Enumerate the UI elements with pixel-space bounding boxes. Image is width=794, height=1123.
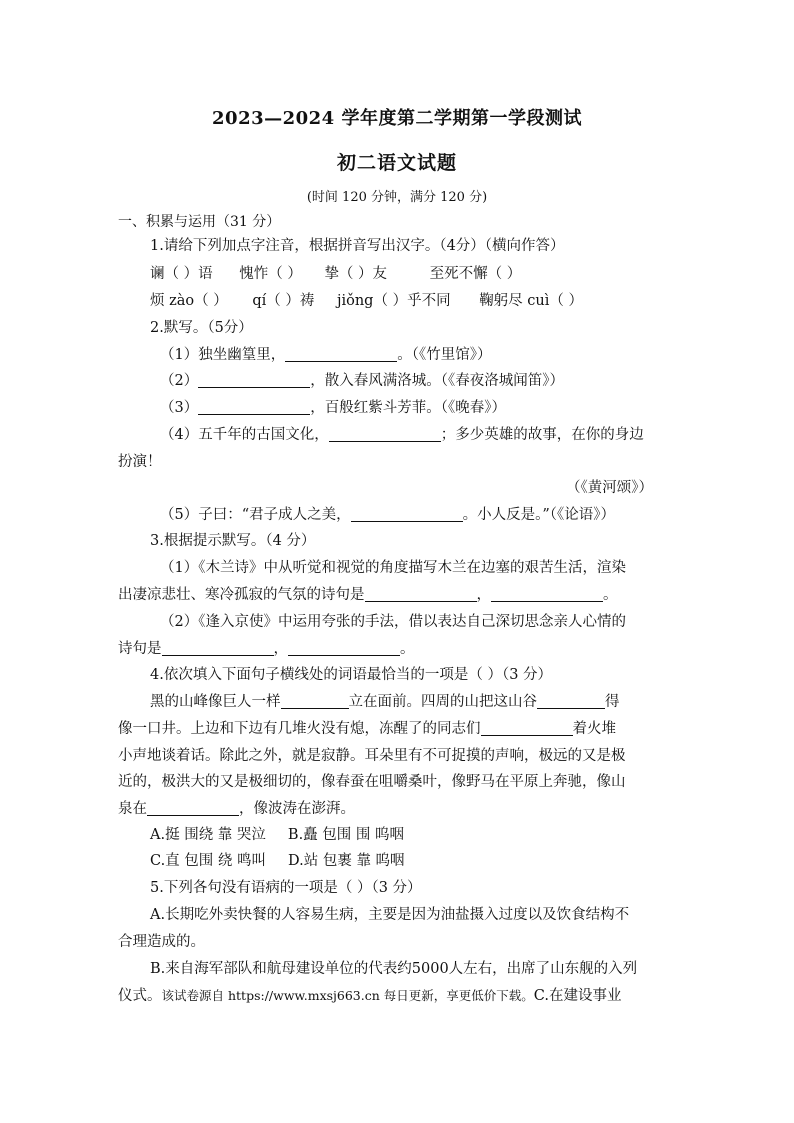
answer-blank[interactable] — [537, 693, 605, 709]
answer-blank[interactable] — [198, 399, 310, 415]
q1-item-6: qí（ ）祷 — [252, 293, 315, 309]
q2-line5-source: 。小人反是。”（《论语》） — [462, 507, 616, 523]
q4-stem: 4.依次填入下面句子横线处的词语最恰当的一项是（ ）（3 分） — [150, 667, 553, 683]
answer-blank[interactable] — [329, 426, 441, 442]
q4-text: 着火堆 — [572, 721, 616, 737]
q3-comma: ， — [273, 641, 288, 657]
q2-line4-source: （《黄河颂》） — [566, 480, 653, 496]
answer-blank[interactable] — [481, 720, 573, 736]
q4-para-line1 — [150, 692, 620, 712]
q5-option-a-line2: 合理造成的。 — [118, 934, 205, 950]
q4-para-line5 — [118, 799, 355, 819]
q4-para-line2 — [118, 719, 616, 739]
q2-line1 — [160, 345, 491, 365]
q2-line4-text: （4）五千年的古国文化， — [160, 427, 329, 443]
source-watermark: 该试卷源自 https://www.mxsj663.cn 每日更新，享更低价下载。 — [161, 988, 534, 1003]
q2-line3-text: ，百般红紫斗芳菲。（《晚春》） — [310, 400, 506, 416]
answer-blank[interactable] — [281, 693, 349, 709]
q1-item-8: 鞠躬尽 cuì（ ） — [479, 293, 584, 309]
q3-stem: 3.根据提示默写。（4 分） — [150, 533, 316, 549]
answer-blank[interactable] — [351, 506, 463, 522]
q2-line2-text: ，散入春风满洛城。（《春夜洛城闻笛》） — [310, 373, 564, 389]
q4-option-c[interactable]: C.直 包围 绕 鸣叫 — [150, 853, 267, 869]
q5-stem: 5.下列各句没有语病的一项是（ ）（3 分） — [150, 880, 422, 896]
q2-line4-cont: ；多少英雄的故事，在你的身边 — [440, 427, 644, 443]
q5-text: 仪式。 — [118, 988, 162, 1004]
answer-blank[interactable] — [162, 640, 274, 656]
q4-text: 黑的山峰像巨人一样 — [150, 694, 281, 710]
q3-comma: ， — [476, 587, 491, 603]
q3-line3: （2）《逢入京使》中运用夸张的手法，借以表达自己深切思念亲人心情的 — [160, 614, 626, 630]
q4-para-line4: 近的，极洪大的又是极细切的，像春蚕在咀嚼桑叶，像野马在平原上奔驰，像山 — [118, 774, 626, 790]
exam-info: (时间 120 分钟，满分 120 分) — [306, 190, 488, 205]
q1-item-4: 至死不懈（ ） — [429, 266, 522, 282]
q4-text: 像一口井。上边和下边有几堆火没有熄，冻醒了的同志们 — [118, 721, 481, 737]
q1-stem: 1.请给下列加点字注音，根据拼音写出汉字。（4分）（横向作答） — [150, 238, 565, 254]
q5-option-a-line1: A.长期吃外卖快餐的人容易生病，主要是因为油盐摄入过度以及饮食结构不 — [150, 907, 630, 923]
q2-line5 — [160, 505, 615, 525]
q4-options-row1 — [150, 825, 404, 845]
section-heading: 一、积累与运用（31 分） — [118, 214, 281, 230]
q3-line1: （1）《木兰诗》中从听觉和视觉的角度描写木兰在边塞的艰苦生活，渲染 — [160, 560, 626, 576]
q5-option-b-line2 — [118, 986, 621, 1006]
q3-line4-text: 诗句是 — [118, 641, 162, 657]
q4-option-d[interactable]: D.站 包裹 靠 呜咽 — [288, 853, 405, 869]
q5-text: C.在建设事业 — [533, 988, 622, 1004]
q3-line2 — [118, 585, 618, 605]
q1-row2 — [150, 291, 583, 311]
q3-period: 。 — [400, 641, 415, 657]
answer-blank[interactable] — [491, 586, 603, 602]
q2-line5-text: （5）子曰：“君子成人之美， — [160, 507, 351, 523]
q1-item-3: 挚（ ）友 — [324, 266, 388, 282]
q2-line2-num: （2） — [160, 373, 199, 389]
q4-text: 得 — [605, 694, 620, 710]
q2-line2 — [160, 371, 564, 391]
q2-line4 — [160, 425, 644, 445]
exam-subject: 初二语文试题 — [336, 152, 457, 174]
q5-option-b-line1: B.来自海军部队和航母建设单位的代表约5000人左右，出席了山东舰的入列 — [150, 961, 638, 977]
q1-item-2: 愧怍（ ） — [239, 266, 302, 282]
answer-blank[interactable] — [147, 800, 239, 816]
q2-stem: 2.默写。（5分） — [150, 320, 253, 336]
q2-line4-wrap: 扮演！ — [118, 454, 162, 470]
q1-item-1: 谰（ ）语 — [150, 266, 213, 282]
q4-text: 泉在 — [118, 801, 147, 817]
q4-options-row2 — [150, 851, 405, 871]
q4-para-line3: 小声地谈着话。除此之外，就是寂静。耳朵里有不可捉摸的声响，极远的又是极 — [118, 748, 626, 764]
q2-line3-num: （3） — [160, 400, 199, 416]
q2-line3 — [160, 398, 506, 418]
answer-blank[interactable] — [285, 346, 397, 362]
q1-row1 — [150, 264, 521, 284]
q3-line4 — [118, 639, 415, 659]
q2-line1-text: （1）独坐幽篁里， — [160, 347, 286, 363]
exam-title: 2023—2024 学年度第二学期第一学段测试 — [212, 108, 582, 129]
q4-option-a[interactable]: A.挺 围绕 靠 哭泣 — [150, 827, 266, 843]
q4-text: 立在面前。四周的山把这山谷 — [348, 694, 537, 710]
q2-line1-source: 。（《竹里馆》） — [397, 347, 492, 363]
q1-item-5: 烦 zào（ ） — [150, 293, 228, 309]
q3-period: 。 — [603, 587, 618, 603]
q1-item-7: jiǒng（ ）乎不同 — [336, 293, 451, 309]
answer-blank[interactable] — [198, 372, 310, 388]
answer-blank[interactable] — [365, 586, 477, 602]
answer-blank[interactable] — [288, 640, 400, 656]
q3-line2-text: 出凄凉悲壮、寒冷孤寂的气氛的诗句是 — [118, 587, 365, 603]
q4-text: ，像波涛在澎湃。 — [239, 801, 355, 817]
q4-option-b[interactable]: B.矗 包围 围 呜咽 — [287, 827, 405, 843]
